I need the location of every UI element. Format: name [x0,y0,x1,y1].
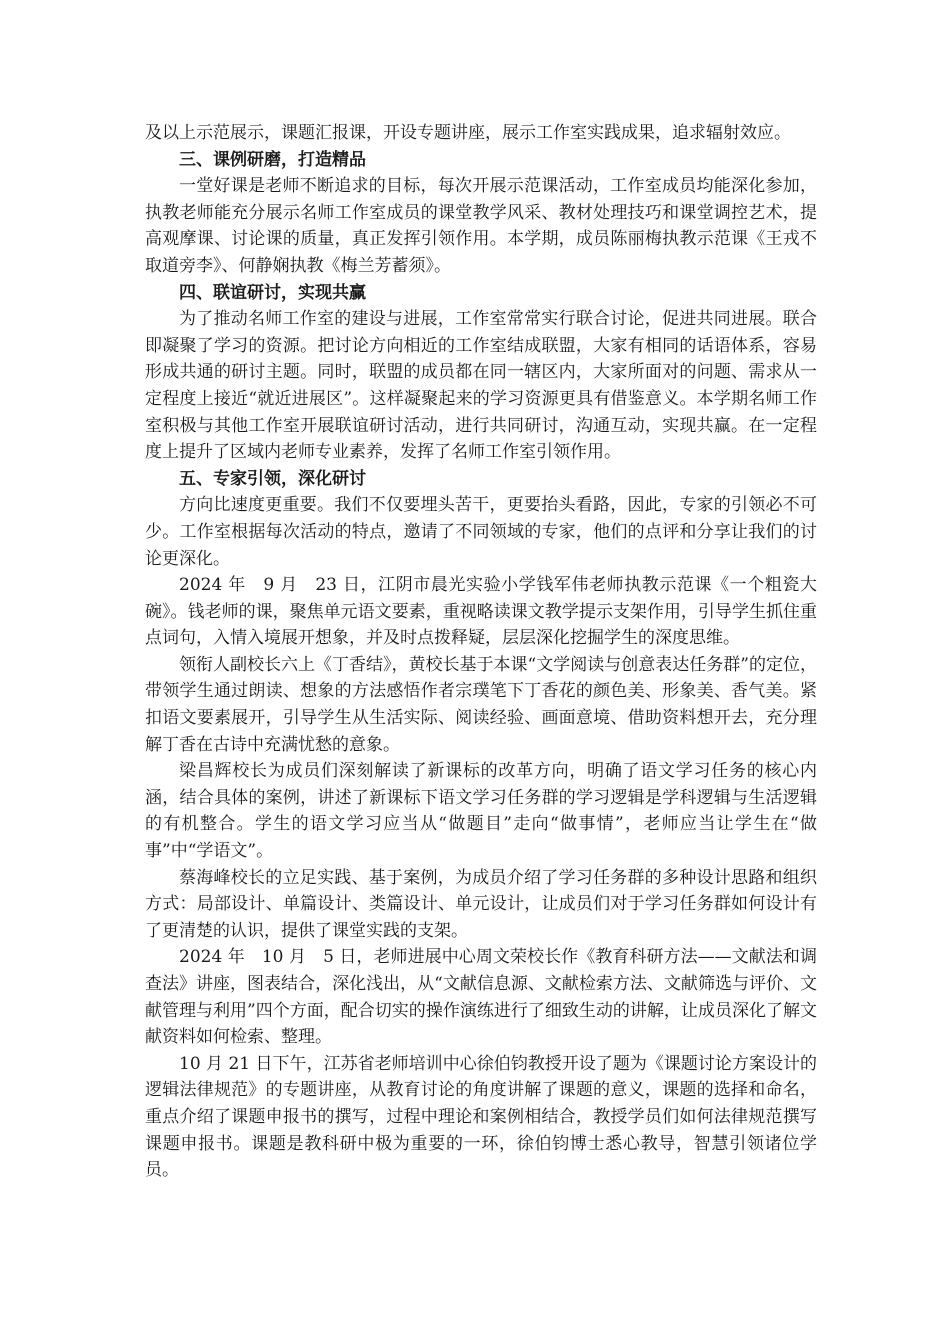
paragraph: 10 月 21 日下午，江苏省老师培训中心徐伯钧教授开设了题为《课题讨论方案设计的逻辑法律规范》的专题讲座，从教育讨论的角度讲解了课题的意义，课题的选择和命名，重点介绍了课题申报书的撰写，过程中理论和案例相结合，教授学员们如何法律规范撰写课题申报书。课题是教科研中极为重要的一环，徐伯钧博士悉心教导，智慧引领诸位学员。 [145,1053,817,1181]
section-heading-3: 三、课例研磨，打造精品 [179,149,366,170]
paragraph: 方向比速度更重要。我们不仅要埋头苦干，更要抬头看路，因此，专家的引领必不可少。工作室根据每次活动的特点，邀请了不同领域的专家，他们的点评和分享让我们的讨论更深化。 [145,495,817,569]
paragraph: 蔡海峰校长的立足实践、基于案例，为成员介绍了学习任务群的多种设计思路和组织方式：局部设计、单篇设计、类篇设计、单元设计，让成员们对于学习任务群如何设计有了更清楚的认识，提供了课堂实践的支架。 [145,867,817,941]
paragraph: 一堂好课是老师不断追求的目标，每次开展示范课活动，工作室成员均能深化参加，执教老师能充分展示名师工作室成员的课堂教学风采、教材处理技巧和课堂调控艺术，提高观摩课、讨论课的质量，真正发挥引领作用。本学期，成员陈丽梅执教示范课《王戎不取道旁李》、何静娴执教《梅兰芳蓄须》。 [145,176,817,276]
paragraph: 2024 年 9 月 23 日，江阴市晨光实验小学钱军伟老师执教示范课《一个粗瓷大碗》。钱老师的课，聚焦单元语文要素，重视略读课文教学提示支架作用，引导学生抓住重点词句，入情入境展开想象，并及时点拨释疑，层层深化挖掘学生的深度思维。 [145,575,817,649]
paragraph: 2024 年 10 月 5 日，老师进展中心周文荣校长作《教育科研方法——文献法和调查法》讲座，图表结合，深化浅出，从“文献信息源、文献检索方法、文献筛选与评价、文献管理与利用”四个方面，配合切实的操作演练进行了细致生动的讲解，让成员深化了解文献资料如何检索、整理。 [145,947,817,1048]
paragraph: 为了推动名师工作室的建设与进展，工作室常常实行联合讨论，促进共同进展。联合即凝聚了学习的资源。把讨论方向相近的工作室结成联盟，大家有相同的话语体系，容易形成共通的研讨主题。同时，联盟的成员都在同一辖区内，大家所面对的问题、需求从一定程度上接近“就近进展区”。这样凝聚起来的学习资源更具有借鉴意义。本学期名师工作室积极与其他工作室开展联谊研讨活动，进行共同研讨，沟通互动，实现共赢。在一定程度上提升了区域内老师专业素养，发挥了名师工作室引领作用。 [145,309,817,463]
section-heading-5: 五、专家引领，深化研讨 [179,468,366,489]
paragraph-continuation: 及以上示范展示，课题汇报课，开设专题讲座，展示工作室实践成果，追求辐射效应。 [145,123,791,143]
paragraph: 领衔人副校长六上《丁香结》，黄校长基于本课“文学阅读与创意表达任务群”的定位，带领学生通过朗读、想象的方法感悟作者宗璞笔下丁香花的颜色美、形象美、香气美。紧扣语文要素展开，引导学生从生活实际、阅读经验、画面意境、借助资料想开去，充分理解丁香在古诗中充满忧愁的意象。 [145,654,817,755]
section-heading-4: 四、联谊研讨，实现共赢 [179,282,366,303]
document-body [145,120,817,1184]
paragraph: 梁昌辉校长为成员们深刻解读了新课标的改革方向，明确了语文学习任务的核心内涵，结合具体的案例，讲述了新课标下语文学习任务群的学习逻辑是学科逻辑与生活逻辑的有机整合。学生的语文学习应当从“做题目”走向“做事情”，老师应当让学生在“做事”中“学语文”。 [145,761,817,862]
